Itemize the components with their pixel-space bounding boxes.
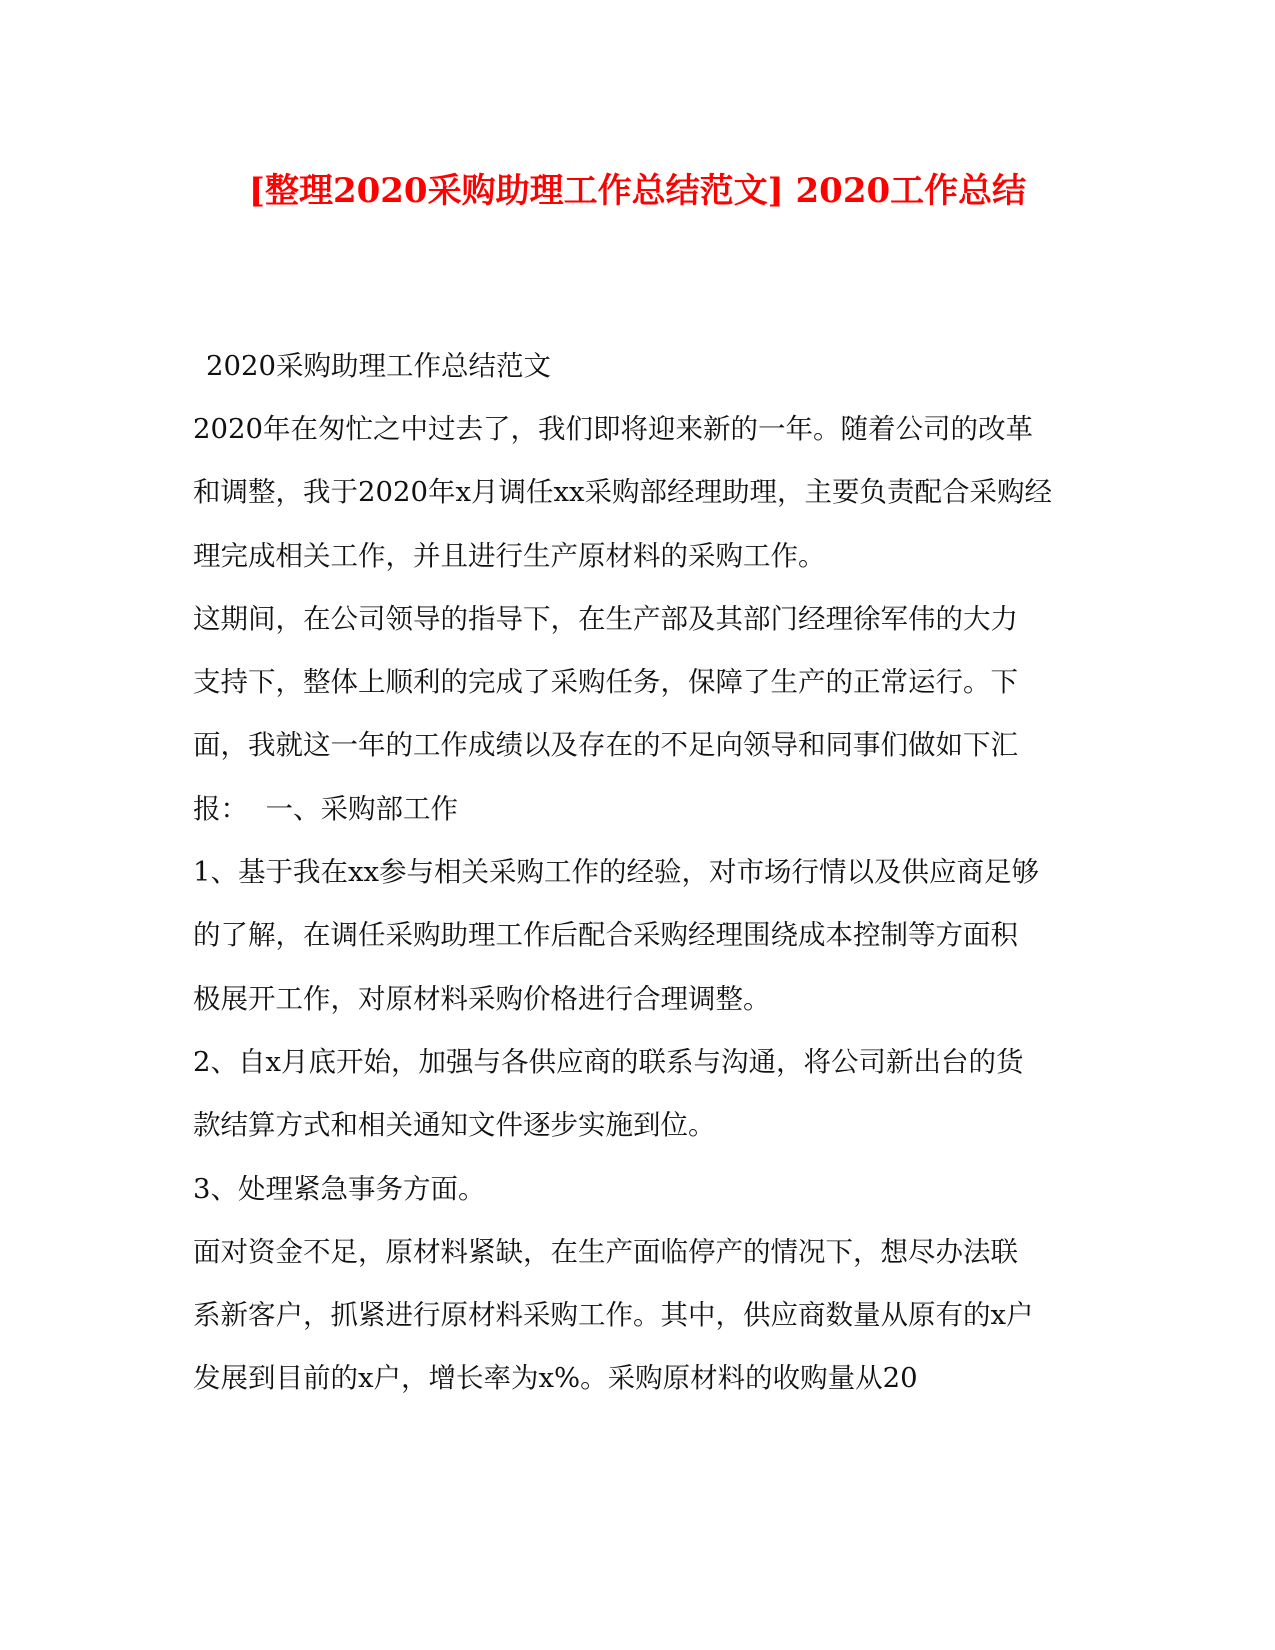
paragraph-line: 面对资金不足，原材料紧缺，在生产面临停产的情况下，想尽办法联 — [193, 1235, 1018, 1268]
paragraph-line: 这期间，在公司领导的指导下，在生产部及其部门经理徐军伟的大力 — [193, 602, 1018, 635]
paragraph-line: 发展到目前的x户，增长率为x%。采购原材料的收购量从20 — [193, 1362, 918, 1395]
paragraph-line: 支持下，整体上顺利的完成了采购任务，保障了生产的正常运行。下 — [193, 666, 1018, 699]
paragraph-line: 2020年在匆忙之中过去了，我们即将迎来新的一年。随着公司的改革 — [193, 413, 1033, 445]
document-subtitle: 2020采购助理工作总结范文 — [206, 350, 551, 382]
paragraph-line: 面，我就这一年的工作成绩以及存在的不足向领导和同事们做如下汇 — [193, 729, 1018, 762]
paragraph-line: 的了解，在调任采购助理工作后配合采购经理围绕成本控制等方面积 — [193, 919, 1018, 952]
paragraph-line: 2、自x月底开始，加强与各供应商的联系与沟通，将公司新出台的货 — [193, 1045, 1024, 1078]
paragraph-line: 款结算方式和相关通知文件逐步实施到位。 — [193, 1109, 716, 1142]
paragraph-line: 1、基于我在xx参与相关采购工作的经验，对市场行情以及供应商足够 — [193, 856, 1040, 889]
paragraph-line: 系新客户，抓紧进行原材料采购工作。其中，供应商数量从原有的x户 — [193, 1299, 1034, 1332]
paragraph-line: 报： 一、采购部工作 — [193, 792, 458, 825]
paragraph-line: 极展开工作，对原材料采购价格进行合理调整。 — [193, 982, 771, 1015]
paragraph-line: 3、处理紧急事务方面。 — [193, 1172, 486, 1205]
paragraph-line: 理完成相关工作，并且进行生产原材料的采购工作。 — [193, 539, 826, 572]
document-title: [整理2020采购助理工作总结范文] 2020工作总结 — [248, 171, 1027, 211]
paragraph-line: 和调整，我于2020年x月调任xx采购部经理助理，主要负责配合采购经 — [193, 476, 1053, 509]
document-body — [193, 346, 1083, 1422]
